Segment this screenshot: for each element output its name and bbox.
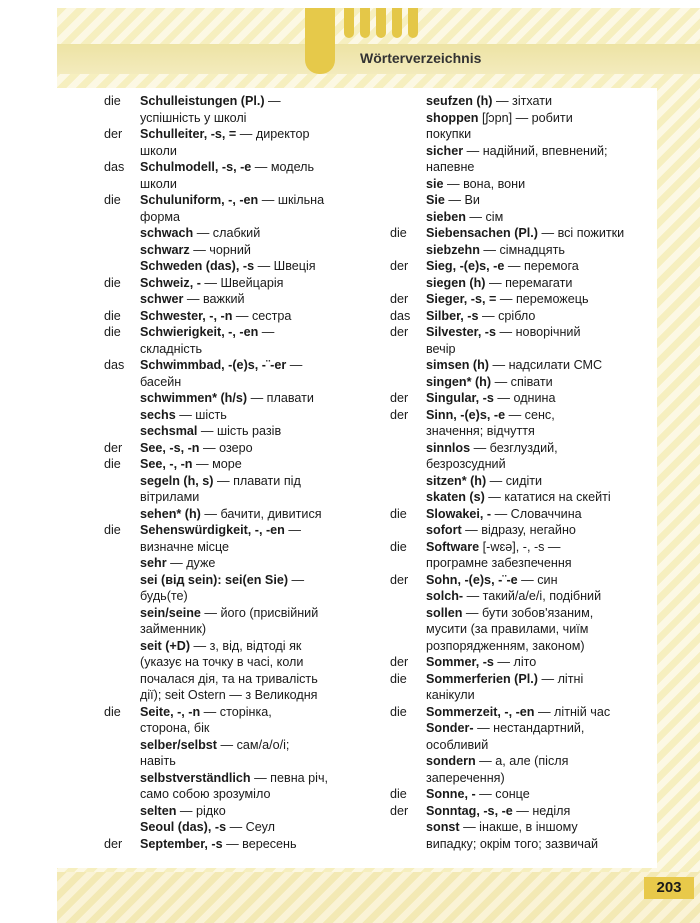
entry-translation: — співати <box>491 374 553 389</box>
entry-article: die <box>104 457 121 471</box>
entry-headword: singen* (h) <box>426 374 492 389</box>
entry-article: der <box>390 391 409 405</box>
entry-translation: — син <box>517 572 558 587</box>
entry-translation: — такий/а/е/і, подібний <box>463 589 602 603</box>
dictionary-entry <box>104 159 362 192</box>
entry-translation: — шість разів <box>197 424 282 438</box>
dictionary-entry <box>104 770 362 803</box>
entry-article: die <box>390 506 407 521</box>
entry-translation: — море <box>192 457 242 471</box>
entry-headword: sechs <box>140 407 176 422</box>
dictionary-entry <box>104 555 362 572</box>
entry-headword: sonst <box>426 820 460 834</box>
dictionary-entry <box>390 440 652 473</box>
entry-translation: — надсилати СМС <box>488 358 603 372</box>
entry-headword: siebzehn <box>426 242 480 257</box>
entry-article: die <box>104 704 121 719</box>
entry-headword: Sonne, - <box>426 787 476 801</box>
entry-headword: Sie <box>426 193 445 207</box>
dictionary-entry <box>390 176 652 193</box>
entry-translation: [ʃɔpn] — робити покупки <box>426 110 573 141</box>
dictionary-entry <box>390 489 652 506</box>
entry-headword: Schuluniform, -, -en <box>140 193 259 207</box>
entry-headword: Seoul (das), -s <box>140 820 227 834</box>
dictionary-entry <box>104 704 362 737</box>
entry-translation: — відразу, негайно <box>461 523 576 537</box>
entry-headword: Singular, -s <box>426 391 494 405</box>
entry-headword: Sommerzeit, -, -en <box>426 704 535 719</box>
entry-translation: — сторінка, сторона, бік <box>140 704 272 735</box>
entry-headword: See, -, -n <box>140 457 193 471</box>
entry-headword: Schweiz, - <box>140 275 201 290</box>
entry-translation: — визначне місце <box>140 523 301 554</box>
entry-headword: Sonntag, -s, -e <box>426 803 513 818</box>
dictionary-entry <box>390 110 652 143</box>
entry-headword: September, -s <box>140 836 223 851</box>
dictionary-entry <box>104 258 362 275</box>
entry-article: das <box>390 308 411 323</box>
entry-headword: Sieger, -s, = <box>426 292 497 306</box>
entry-headword: Siebensachen (Pl.) <box>426 226 538 240</box>
dictionary-entry <box>390 324 652 357</box>
entry-translation: — складність <box>140 325 275 356</box>
entry-article: die <box>104 523 121 537</box>
entry-headword: simsen (h) <box>426 358 489 372</box>
entry-translation: — срібло <box>478 308 536 323</box>
decor-tab <box>344 8 354 38</box>
entry-article: die <box>104 94 121 108</box>
entry-headword: schwach <box>140 226 194 240</box>
dictionary-entry <box>390 407 652 440</box>
entry-translation: — безглуздий, безрозсудний <box>426 440 558 471</box>
entry-translation: — Ви <box>444 193 480 207</box>
dictionary-entry <box>104 324 362 357</box>
entry-translation: — неділя <box>512 803 571 818</box>
entry-article: der <box>104 127 123 141</box>
entry-translation: — інакше, в іншому випадку; окрім того; зазвичай <box>426 820 599 851</box>
entry-translation: — важкий <box>183 292 245 306</box>
entry-translation: — Швейцарія <box>200 275 284 290</box>
entry-translation: — Словаччина <box>491 506 582 521</box>
entry-translation: — сонце <box>475 787 530 801</box>
entry-translation: — будь(те) <box>140 572 305 603</box>
entry-headword: schwer <box>140 292 184 306</box>
entry-headword: Sieg, -(e)s, -e <box>426 259 505 273</box>
dictionary-entry <box>104 440 362 457</box>
entry-translation: — плавати <box>247 391 314 405</box>
entry-article: die <box>390 671 407 686</box>
entry-translation: — сам/а/о/і; навіть <box>140 737 290 768</box>
entry-headword: Slowakei, - <box>426 506 492 521</box>
entry-headword: Sonder- <box>426 721 474 735</box>
entry-headword: Schwimmbad, -(e)s, -¨-er <box>140 358 287 372</box>
dictionary-entry <box>390 786 652 803</box>
dictionary-entry <box>104 836 362 853</box>
dictionary-entry <box>104 572 362 605</box>
entry-translation: — кататися на скейті <box>484 490 611 504</box>
dictionary-entry <box>390 357 652 374</box>
entry-headword: shoppen <box>426 110 479 125</box>
entry-translation: — сімнадцять <box>479 242 565 257</box>
dictionary-entry <box>104 423 362 440</box>
entry-headword: See, -s, -n <box>140 440 200 455</box>
entry-translation: — а, але (після заперечення) <box>426 754 569 785</box>
entry-headword: Schwester, -, -n <box>140 308 233 323</box>
entry-translation: — Швеція <box>254 259 316 273</box>
dictionary-entry <box>104 737 362 770</box>
entry-article: die <box>104 325 121 339</box>
entry-translation: — його (присвійний займенник) <box>140 605 319 636</box>
entry-article: der <box>104 440 123 455</box>
right-column <box>390 93 652 852</box>
dictionary-entry <box>390 704 652 721</box>
entry-translation: — слабкий <box>193 226 261 240</box>
dictionary-entry <box>390 539 652 572</box>
entry-article: der <box>104 836 123 851</box>
entry-translation: — літо <box>493 655 537 669</box>
dictionary-entry <box>104 803 362 820</box>
dictionary-entry <box>390 720 652 753</box>
entry-article: die <box>390 704 407 719</box>
entry-headword: Sinn, -(e)s, -e <box>426 407 506 422</box>
entry-headword: siegen (h) <box>426 275 486 290</box>
entry-headword: schwimmen* (h/s) <box>140 391 248 405</box>
entry-headword: sicher <box>426 143 464 158</box>
dictionary-entry <box>390 192 652 209</box>
dictionary-entry <box>390 522 652 539</box>
entry-headword: skaten (s) <box>426 490 485 504</box>
entry-headword: Sommer, -s <box>426 655 494 669</box>
entry-article: die <box>390 226 407 240</box>
entry-headword: Schulleistungen (Pl.) <box>140 94 265 108</box>
entry-article: der <box>390 572 409 587</box>
entry-translation: — певна річ, само собою зрозуміло <box>140 770 329 801</box>
entry-translation: — бути зобов'язаним, мусити (за правилами, чиїм розпорядженням, законом) <box>426 605 594 653</box>
entry-translation: — літній час <box>534 704 611 719</box>
dictionary-entry <box>104 819 362 836</box>
dictionary-entry <box>390 654 652 671</box>
entry-translation: — сестра <box>232 308 292 323</box>
entry-article: die <box>104 308 121 323</box>
entry-article: die <box>104 193 121 207</box>
entry-headword: selten <box>140 803 177 818</box>
dictionary-entry <box>390 258 652 275</box>
entry-headword: sei (від sein): sei(en Sie) <box>140 572 289 587</box>
entry-headword: Schwierigkeit, -, -en <box>140 325 259 339</box>
entry-translation: — модель школи <box>140 160 315 191</box>
entry-article: die <box>390 539 407 554</box>
entry-article: der <box>390 655 409 669</box>
footer-band <box>57 872 700 923</box>
entry-headword: sie <box>426 176 444 191</box>
decor-tab <box>360 8 370 38</box>
dictionary-entry <box>390 819 652 852</box>
entry-headword: sein/seine <box>140 605 201 620</box>
page-title: Wörterverzeichnis <box>360 50 482 66</box>
entry-translation: — шкільна форма <box>140 193 325 224</box>
entry-translation: — переможець <box>496 292 589 306</box>
dictionary-entry <box>104 275 362 292</box>
dictionary-entry <box>390 308 652 325</box>
entry-translation: — сидіти <box>486 473 543 488</box>
entry-headword: selber/selbst <box>140 737 218 752</box>
dictionary-entry <box>104 192 362 225</box>
entry-translation: [-wɛə], -, -s — програмне забезпечення <box>426 539 572 570</box>
dictionary-entry <box>104 93 362 126</box>
dictionary-entry <box>390 143 652 176</box>
entry-translation: — всі пожитки <box>537 226 625 240</box>
entry-headword: Schulleiter, -s, = <box>140 127 237 141</box>
entry-headword: selbstverständlich <box>140 770 251 785</box>
dictionary-entry <box>104 456 362 473</box>
dictionary-entry <box>104 506 362 523</box>
left-column <box>104 93 362 852</box>
entry-translation: — сім <box>465 209 504 224</box>
entry-translation: — новорічний вечір <box>426 325 581 356</box>
entry-headword: Schweden (das), -s <box>140 259 255 273</box>
entry-headword: sondern <box>426 754 476 768</box>
entry-translation: — басейн <box>140 358 303 389</box>
dictionary-entry <box>390 473 652 490</box>
dictionary-entry <box>390 671 652 704</box>
dictionary-entry <box>104 390 362 407</box>
dictionary-entry <box>390 93 652 110</box>
entry-translation: — нестандартний, особливий <box>426 721 585 752</box>
entry-headword: Silber, -s <box>426 308 479 323</box>
dictionary-entry <box>104 291 362 308</box>
entry-article: die <box>104 275 121 290</box>
dictionary-entry <box>104 522 362 555</box>
entry-translation: — директор школи <box>140 127 310 158</box>
entry-translation: — успішність у школі <box>140 94 281 125</box>
dictionary-entry <box>390 374 652 391</box>
entry-translation: — рідко <box>176 803 226 818</box>
entry-translation: — перемога <box>504 259 579 273</box>
dictionary-entry <box>390 275 652 292</box>
entry-headword: sofort <box>426 523 462 537</box>
entry-translation: — надійний, впевнений; напевне <box>426 143 608 174</box>
entry-translation: — плавати під вітрилами <box>140 473 301 504</box>
entry-article: der <box>390 259 409 273</box>
entry-headword: sinnlos <box>426 440 471 455</box>
entry-translation: — Сеул <box>226 820 275 834</box>
entry-translation: — озеро <box>199 440 253 455</box>
entry-translation: — вересень <box>222 836 297 851</box>
decor-tab <box>392 8 402 38</box>
entry-article: das <box>104 358 125 372</box>
entry-headword: Seite, -, -n <box>140 704 201 719</box>
entry-headword: seit (+D) <box>140 638 191 653</box>
dictionary-entry <box>390 605 652 655</box>
entry-translation: — чорний <box>189 242 251 257</box>
entry-translation: — сенс, значення; відчуття <box>426 407 555 438</box>
entry-headword: sollen <box>426 605 463 620</box>
entry-translation: — дуже <box>166 556 216 570</box>
entry-headword: sechsmal <box>140 424 198 438</box>
decor-tab <box>376 8 386 38</box>
dictionary-entry <box>390 753 652 786</box>
entry-article: das <box>104 160 125 174</box>
entry-article: der <box>390 325 409 339</box>
dictionary-entry <box>390 242 652 259</box>
entry-headword: sitzen* (h) <box>426 473 487 488</box>
page-number: 203 <box>644 877 694 899</box>
dictionary-entry <box>104 605 362 638</box>
dictionary-entry <box>390 390 652 407</box>
entry-article: der <box>390 292 409 306</box>
dictionary-entry <box>104 308 362 325</box>
entry-headword: Silvester, -s <box>426 325 497 339</box>
entry-headword: sehen* (h) <box>140 506 201 521</box>
dictionary-entry <box>104 473 362 506</box>
entry-headword: Software <box>426 539 480 554</box>
dictionary-entry <box>104 242 362 259</box>
dictionary-entry <box>104 638 362 704</box>
entry-translation: — шість <box>175 407 227 422</box>
decor-tab <box>408 8 418 38</box>
entry-headword: Sommerferien (Pl.) <box>426 671 538 686</box>
entry-translation: — вона, вони <box>443 176 526 191</box>
entry-translation: — зітхати <box>492 94 553 108</box>
entry-headword: Sohn, -(e)s, -¨-e <box>426 572 518 587</box>
entry-headword: solch- <box>426 589 464 603</box>
entry-headword: Schulmodell, -s, -e <box>140 160 252 174</box>
decor-tab-block <box>305 8 335 74</box>
dictionary-entry <box>104 407 362 424</box>
dictionary-entry <box>390 803 652 820</box>
entry-headword: segeln (h, s) <box>140 473 214 488</box>
entry-article: der <box>390 803 409 818</box>
entry-translation: — бачити, дивитися <box>200 506 322 521</box>
entry-headword: seufzen (h) <box>426 94 493 108</box>
dictionary-entry <box>104 126 362 159</box>
entry-translation: — перемагати <box>485 275 573 290</box>
entry-translation: — однина <box>493 391 556 405</box>
entry-headword: schwarz <box>140 242 190 257</box>
entry-headword: sieben <box>426 209 466 224</box>
entry-headword: Sehenswürdigkeit, -, -en <box>140 523 285 537</box>
dictionary-entry <box>104 225 362 242</box>
entry-article: der <box>390 407 409 422</box>
entry-article: die <box>390 787 407 801</box>
dictionary-entry <box>390 506 652 523</box>
dictionary-entry <box>390 225 652 242</box>
entry-translation: — з, від, відтоді як (указує на точку в часі, коли почалася дія, та на тривалість дії); seit Ostern — з Великодня <box>140 638 318 702</box>
dictionary-entry <box>390 209 652 226</box>
entry-translation: — літні канікули <box>426 671 584 702</box>
dictionary-entry <box>390 572 652 589</box>
dictionary-entry <box>390 588 652 605</box>
dictionary-entry <box>104 357 362 390</box>
dictionary-entry <box>390 291 652 308</box>
entry-headword: sehr <box>140 556 167 570</box>
